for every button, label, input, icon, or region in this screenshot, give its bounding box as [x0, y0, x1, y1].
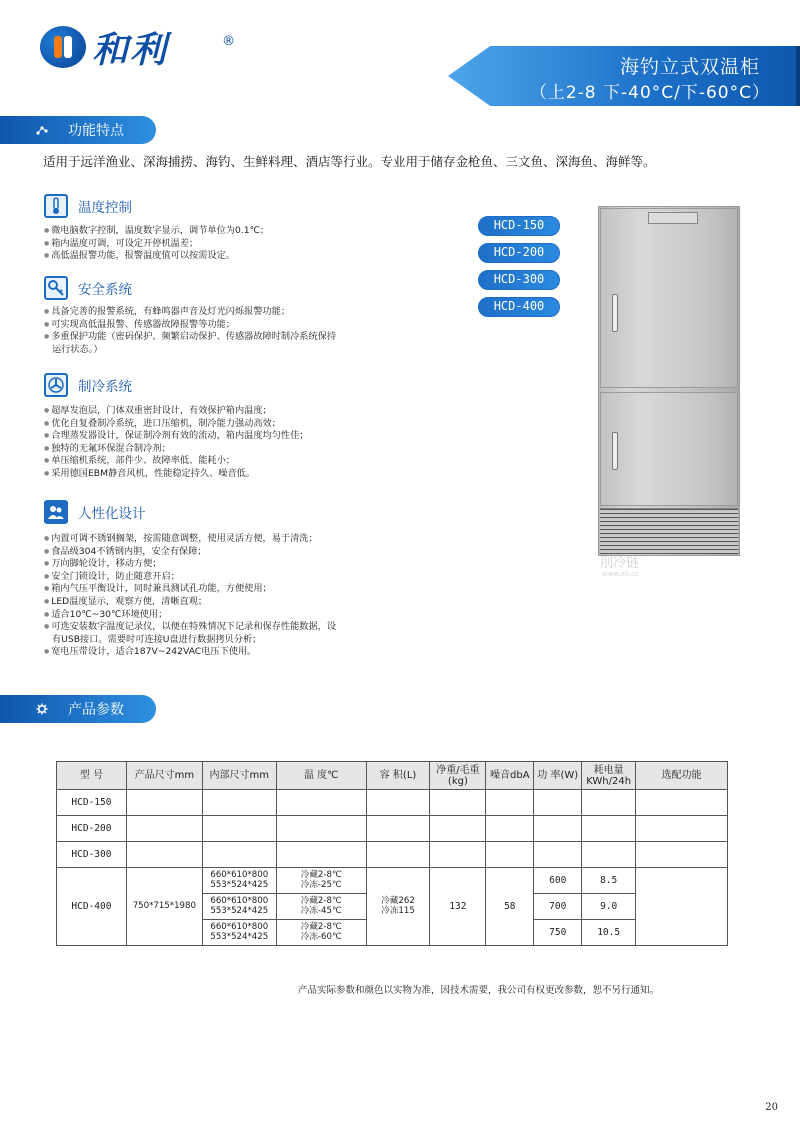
table-row: [57, 816, 728, 842]
registered-mark: ®: [222, 34, 235, 49]
params-section-title: 产品参数: [68, 702, 124, 718]
power-cell: 600: [534, 868, 582, 894]
thermometer-icon: [44, 194, 68, 218]
product-subtitle: （上2-8 下-40°C/下-60°C）: [529, 83, 770, 103]
model-tag: HCD-150: [478, 216, 560, 236]
watermark: 刖冷链: [600, 556, 640, 571]
column-header: 耗电量 KWh/24h: [582, 762, 636, 790]
lower-door: [600, 392, 738, 506]
list-item: 有USB接口。需要时可连接U盘进行数据拷贝分析；: [52, 633, 262, 645]
weight-cell: 132: [430, 868, 486, 946]
column-header: 产品尺寸mm: [126, 762, 202, 790]
key-icon: [44, 276, 68, 300]
feature-temperature-list: [44, 225, 269, 263]
disclaimer-note: 产品实际参数和颜色以实物为准，因技术需要，我公司有权更改参数，恕不另行通知。: [298, 985, 660, 996]
list-item: ● 可实现高低温报警、传感器故障报警等功能；: [44, 319, 336, 332]
temperature-cell: 冷藏2-8℃ 冷冻-60℃: [276, 920, 366, 946]
table-row: [57, 790, 728, 816]
power-cell: 700: [534, 894, 582, 920]
energy-cell: 10.5: [582, 920, 636, 946]
list-item: 运行状态。）: [52, 343, 103, 355]
column-header: 噪音dbA: [486, 762, 534, 790]
list-item: ● 适合10℃~30℃环境使用；: [44, 609, 336, 622]
column-header: 容 积(L): [366, 762, 430, 790]
list-item: ● 内置可调不锈钢搁架，按需随意调整，使用灵活方便，易于清洗；: [44, 533, 336, 546]
temperature-cell: 冷藏2-8℃ 冷冻-25℃: [276, 868, 366, 894]
product-title: 海钓立式双温柜: [619, 56, 760, 78]
list-item: ● 多重保护功能（密码保护、频繁启动保护、传感器故障时制冷系统保持: [44, 331, 336, 344]
list-item: ● 合理蒸发器设计，保证制冷剂有效的流动，箱内温度均匀性佳；: [44, 430, 309, 443]
list-item: ● 可选安装数字温度记录仪，以便在特殊情况下记录和保存性能数据，设: [44, 621, 336, 634]
gear-icon: [36, 703, 48, 715]
users-icon: [44, 500, 68, 524]
model-tag: HCD-300: [478, 270, 560, 290]
feature-title: 温度控制: [78, 200, 132, 216]
column-header: 选配功能: [636, 762, 728, 790]
door-handle: [612, 294, 618, 332]
model-cell: HCD-150: [57, 790, 127, 816]
options-cell: [636, 868, 728, 946]
column-header: 内部尺寸mm: [202, 762, 276, 790]
table-row: [57, 868, 728, 894]
column-header: 净重/毛重 (kg): [430, 762, 486, 790]
power-cell: 750: [534, 920, 582, 946]
list-item: ● 高低温报警功能，报警温度值可以按需设定。: [44, 250, 269, 263]
feature-safety-header: [44, 276, 132, 300]
fan-icon: [44, 373, 68, 397]
model-tag: HCD-200: [478, 243, 560, 263]
door-handle: [612, 432, 618, 470]
upper-door: [600, 208, 738, 388]
logo-text: 和利: [92, 29, 169, 71]
table-header-row: [57, 762, 728, 790]
list-item: ● 安全门锁设计，防止随意开启；: [44, 571, 336, 584]
intro-text: 适用于远洋渔业、深海捕捞、海钓、生鲜料理、酒店等行业。专业用于储存金枪鱼、三文鱼、深海鱼、海鲜等。: [43, 154, 656, 169]
brand-logo: [40, 22, 235, 72]
feature-title: 制冷系统: [78, 379, 132, 395]
table-row: [57, 842, 728, 868]
control-panel: [648, 212, 698, 224]
features-section-header: [0, 116, 156, 144]
size-cell: 750*715*1980: [126, 868, 202, 946]
feature-temperature-header: [44, 194, 132, 218]
list-item: ● 单压缩机系统，部件少、故障率低、能耗小；: [44, 455, 309, 468]
feature-title: 人性化设计: [78, 506, 146, 522]
energy-cell: 8.5: [582, 868, 636, 894]
list-item: ● 具备完善的报警系统，有蜂鸣器声音及灯光闪烁报警功能；: [44, 306, 336, 319]
model-cell: HCD-300: [57, 842, 127, 868]
model-cell: HCD-200: [57, 816, 127, 842]
inner-size-cell: 660*610*800 553*524*425: [202, 894, 276, 920]
column-header: 型 号: [57, 762, 127, 790]
network-icon: [36, 125, 48, 135]
params-table: [56, 761, 728, 946]
inner-size-cell: 660*610*800 553*524*425: [202, 920, 276, 946]
model-cell: HCD-400: [57, 868, 127, 946]
feature-safety-list: [44, 306, 336, 356]
list-item: ● 万向脚轮设计，移动方便；: [44, 558, 336, 571]
inner-size-cell: 660*610*800 553*524*425: [202, 868, 276, 894]
noise-cell: 58: [486, 868, 534, 946]
list-item: ● 箱内温度可调，可设定开停机温差；: [44, 238, 269, 251]
list-item: ● 超厚发泡层，门体双重密封设计，有效保护箱内温度；: [44, 405, 309, 418]
column-header: 温 度℃: [276, 762, 366, 790]
column-header: 功 率(W): [534, 762, 582, 790]
watermark-url: www.xll.cc: [602, 570, 639, 578]
feature-cooling-list: [44, 405, 309, 481]
params-section-header: [0, 695, 156, 723]
list-item: ● 独特的无氟环保混合制冷剂；: [44, 443, 309, 456]
volume-cell: 冷藏262 冷冻115: [366, 868, 430, 946]
logo-mark-icon: [40, 26, 86, 68]
feature-design-list: [44, 533, 336, 659]
feature-design-header: [44, 500, 146, 524]
list-item: ● 优化自复叠制冷系统，进口压缩机，制冷能力强动高效；: [44, 418, 309, 431]
feature-title: 安全系统: [78, 282, 132, 298]
list-item: ● 箱内气压平衡设计，同时兼具测试孔功能，方便使用；: [44, 583, 336, 596]
page-number: 20: [765, 1102, 778, 1113]
features-section-title: 功能特点: [68, 123, 124, 139]
temperature-cell: 冷藏2-8℃ 冷冻-45℃: [276, 894, 366, 920]
model-tag: HCD-400: [478, 297, 560, 317]
freezer-image: [598, 206, 740, 556]
list-item: ● 采用德国EBM静音风机，性能稳定持久、噪音低。: [44, 468, 309, 481]
list-item: ● LED温度显示，观察方便，清晰直观；: [44, 596, 336, 609]
energy-cell: 9.0: [582, 894, 636, 920]
list-item: ● 食品级304不锈钢内胆，安全有保障；: [44, 546, 336, 559]
feature-cooling-header: [44, 373, 132, 397]
list-item: ● 宽电压带设计，适合187V~242VAC电压下使用。: [44, 646, 336, 659]
list-item: ● 微电脑数字控制，温度数字显示，调节单位为0.1℃；: [44, 225, 269, 238]
vent-grille: [600, 508, 738, 554]
